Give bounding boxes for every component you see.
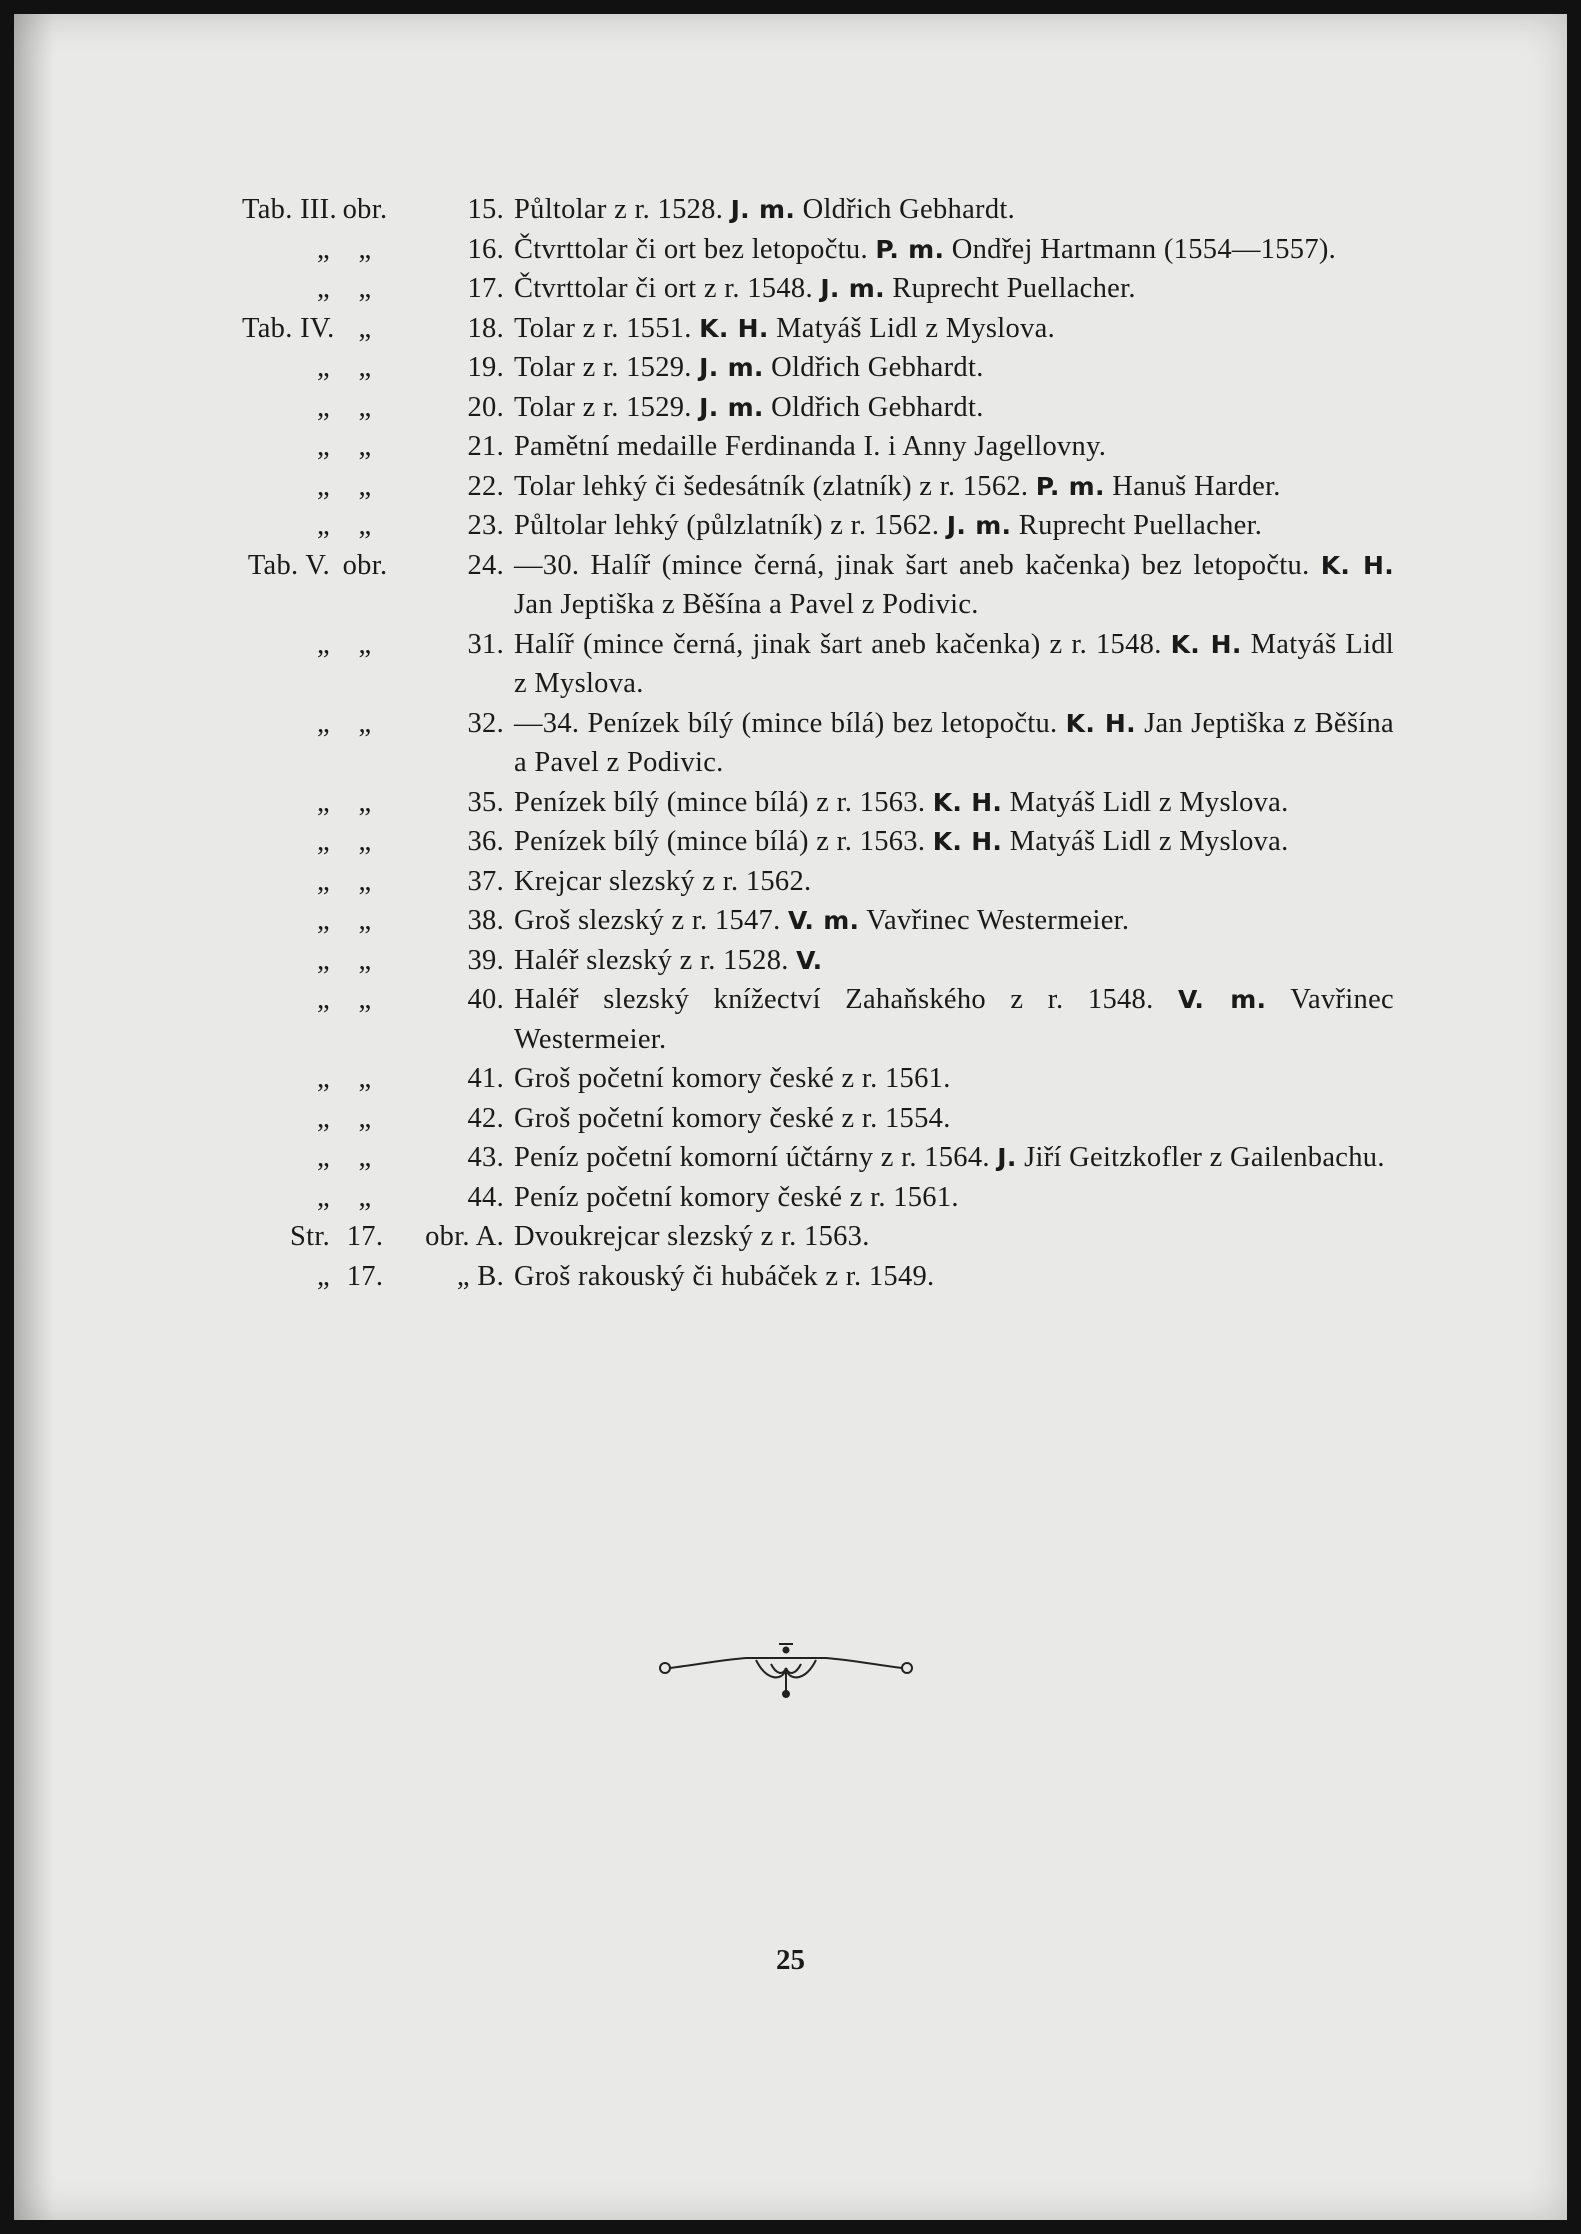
entry-description	[508, 1217, 1394, 1257]
entry-text: Krejcar slezský z r. 1562.	[514, 865, 812, 897]
entry-reference	[242, 269, 508, 309]
mintmaster-name: Matyáš Lidl z Myslova.	[1009, 786, 1289, 818]
entry-description	[508, 862, 1394, 902]
entry-text: Tolar z r. 1529.	[514, 391, 692, 423]
entry-ref-c3: obr. A.	[425, 1221, 504, 1252]
entry-ref-c3: 44.	[467, 1181, 504, 1213]
entry-text: Halíř (mince černá, jinak šart aneb kačenka) z r. 1548.	[514, 628, 1162, 660]
entry-ref-c3: 15.	[467, 194, 504, 225]
entry-ref-c2: „	[358, 1142, 372, 1173]
entry-description	[508, 230, 1394, 270]
catalog-entry	[242, 546, 1394, 625]
mintmaster-name: Matyáš Lidl z Myslova.	[514, 628, 1395, 699]
entry-ref-c2: „	[358, 786, 372, 818]
catalog-entry	[242, 862, 1394, 902]
entry-ref-c1: „	[317, 1102, 330, 1134]
mintmaster-mark: J. m.	[699, 392, 764, 422]
entry-ref-c1: „	[317, 628, 330, 660]
entry-ref-c2: „	[358, 944, 372, 976]
entry-text: Půltolar lehký (půlzlatník) z r. 1562.	[514, 510, 940, 541]
entry-ref-c2: 17.	[346, 1260, 384, 1292]
entry-ref-c3: 22.	[467, 470, 504, 502]
entry-ref-c3: 38.	[467, 905, 504, 936]
entry-reference	[242, 546, 508, 586]
mintmaster-mark: J. m.	[699, 353, 764, 382]
entry-ref-c2: „	[358, 431, 372, 462]
entry-reference	[242, 1099, 508, 1139]
entry-description	[508, 1059, 1394, 1099]
catalog-entry	[242, 427, 1394, 467]
entry-reference	[242, 190, 508, 230]
mintmaster-mark: P. m.	[1035, 471, 1105, 501]
book-page	[14, 14, 1567, 2220]
entry-description	[508, 506, 1394, 546]
mintmaster-mark: K. H.	[1320, 550, 1394, 580]
entry-ref-c2: „	[358, 1181, 372, 1213]
page-shadow	[14, 14, 54, 2220]
entry-ref-c1: „	[317, 944, 330, 976]
mintmaster-mark: K. H.	[1065, 708, 1136, 738]
catalog-entry	[242, 190, 1394, 230]
entry-ref-c3: 42.	[467, 1102, 504, 1134]
entry-ref-c1: „	[317, 352, 330, 383]
entry-ref-c3: 43.	[467, 1142, 504, 1173]
entry-text: Peníz početní komorní účtárny z r. 1564.	[514, 1142, 990, 1173]
entry-ref-c1: „	[317, 1260, 330, 1292]
entry-text: Haléř slezský knížectví Zahaňského z r. 1548.	[514, 984, 1154, 1015]
entry-text: Tolar z r. 1529.	[514, 352, 692, 383]
entry-text: Čtvrttolar či ort z r. 1548.	[514, 273, 813, 304]
entry-text: Haléř slezský z r. 1528.	[514, 944, 789, 976]
entry-description	[508, 704, 1394, 783]
entry-ref-c1: Tab. IV.	[242, 312, 335, 344]
mintmaster-name: Jiří Geitzkofler z Gailenbachu.	[1024, 1142, 1385, 1173]
mintmaster-mark: K. H.	[1170, 629, 1242, 659]
entry-ref-c2: „	[358, 984, 372, 1015]
entry-ref-c1: „	[317, 1142, 330, 1173]
entry-reference	[242, 427, 508, 467]
coin-catalog-list	[242, 190, 1394, 1296]
entry-reference	[242, 348, 508, 388]
entry-description	[508, 309, 1394, 349]
entry-reference	[242, 1178, 508, 1218]
entry-reference	[242, 309, 508, 349]
entry-ref-c2: „	[358, 470, 372, 502]
entry-ref-c1: „	[317, 1181, 330, 1213]
entry-ref-c2: „	[358, 628, 372, 660]
entry-ref-c2: „	[358, 233, 372, 265]
entry-ref-c3: 32.	[467, 707, 504, 739]
entry-text: —34. Penízek bílý (mince bílá) bez letopočtu.	[514, 707, 1058, 739]
entry-reference	[242, 1257, 508, 1297]
entry-description	[508, 941, 1394, 981]
entry-ref-c2: „	[358, 826, 372, 857]
mintmaster-mark: V. m.	[787, 906, 860, 935]
entry-reference	[242, 822, 508, 862]
catalog-entry	[242, 1217, 1394, 1257]
entry-text: Půltolar z r. 1528.	[514, 194, 724, 225]
entry-ref-c1: „	[317, 233, 330, 265]
catalog-entry	[242, 980, 1394, 1059]
entry-ref-c1: „	[317, 431, 330, 462]
entry-ref-c3: 39.	[467, 944, 504, 976]
entry-description	[508, 1257, 1394, 1297]
entry-ref-c1: „	[317, 707, 330, 739]
entry-ref-c2: „	[358, 865, 372, 897]
entry-reference	[242, 1217, 508, 1257]
catalog-entry	[242, 230, 1394, 270]
mintmaster-name: Oldřich Gebhardt.	[771, 391, 984, 423]
entry-ref-c2: 17.	[346, 1221, 384, 1252]
catalog-entry	[242, 1178, 1394, 1218]
entry-description	[508, 1138, 1394, 1178]
entry-ref-c3: 41.	[467, 1063, 504, 1094]
mintmaster-mark: K. H.	[932, 827, 1003, 856]
entry-reference	[242, 980, 508, 1020]
entry-ref-c3: „ B.	[456, 1260, 504, 1292]
entry-reference	[242, 625, 508, 665]
ornament-flourish-icon	[651, 1630, 921, 1700]
catalog-entry	[242, 941, 1394, 981]
entry-ref-c2: „	[358, 1102, 372, 1134]
entry-reference	[242, 388, 508, 428]
entry-reference	[242, 230, 508, 270]
entry-ref-c1: Str.	[289, 1221, 330, 1252]
mintmaster-name: Oldřich Gebhardt.	[771, 352, 984, 383]
entry-ref-c2: „	[358, 707, 372, 739]
entry-ref-c1: „	[317, 786, 330, 818]
mintmaster-name: Ruprecht Puellacher.	[892, 273, 1136, 304]
entry-ref-c2: obr.	[342, 549, 388, 581]
entry-text: Groš početní komory české z r. 1554.	[514, 1102, 951, 1134]
entry-ref-c1: Tab. V.	[247, 549, 330, 581]
entry-reference	[242, 506, 508, 546]
entry-ref-c2: obr.	[342, 194, 388, 225]
entry-description	[508, 901, 1394, 941]
entry-reference	[242, 941, 508, 981]
mintmaster-name: Oldřich Gebhardt.	[802, 194, 1016, 225]
entry-text: Groš početní komory české z r. 1561.	[514, 1063, 951, 1094]
entry-ref-c1: „	[317, 865, 330, 897]
entry-ref-c1: „	[317, 905, 330, 936]
entry-ref-c3: 16.	[467, 233, 504, 265]
mintmaster-name: Vavřinec Westermeier.	[514, 984, 1394, 1055]
entry-description	[508, 1178, 1394, 1218]
entry-ref-c3: 18.	[467, 312, 504, 344]
entry-description	[508, 269, 1394, 309]
mintmaster-name: Vavřinec Westermeier.	[866, 905, 1130, 936]
catalog-entry	[242, 1099, 1394, 1139]
mintmaster-mark: V. m.	[1177, 985, 1267, 1014]
page-number: 25	[776, 1944, 805, 1976]
entry-description	[508, 467, 1394, 507]
mintmaster-name: Jan Jeptiška z Běšína a Pavel z Podivic.	[514, 589, 979, 620]
entry-description	[508, 427, 1394, 467]
entry-reference	[242, 704, 508, 744]
entry-ref-c3: 37.	[467, 865, 504, 897]
catalog-entry	[242, 269, 1394, 309]
entry-ref-c3: 24.	[467, 549, 504, 581]
entry-text: Čtvrttolar či ort bez letopočtu.	[514, 233, 868, 265]
catalog-entry	[242, 901, 1394, 941]
mintmaster-mark: K. H.	[932, 787, 1003, 817]
entry-text: Dvoukrejcar slezský z r. 1563.	[514, 1221, 870, 1252]
catalog-entry	[242, 1257, 1394, 1297]
entry-text: Tolar lehký či šedesátník (zlatník) z r. 1562.	[514, 470, 1029, 502]
entry-description	[508, 822, 1394, 862]
entry-description	[508, 388, 1394, 428]
entry-text: Penízek bílý (mince bílá) z r. 1563.	[514, 786, 926, 818]
entry-ref-c1: „	[317, 1063, 330, 1094]
entry-ref-c3: 20.	[467, 391, 504, 423]
entry-ref-c3: 17.	[467, 273, 504, 304]
catalog-entry	[242, 783, 1394, 823]
entry-ref-c1: „	[317, 984, 330, 1015]
entry-description	[508, 190, 1394, 230]
entry-ref-c3: 31.	[467, 628, 504, 660]
entry-ref-c1: „	[317, 391, 330, 423]
entry-ref-c3: 35.	[467, 786, 504, 818]
entry-ref-c2: „	[358, 510, 372, 541]
catalog-entry	[242, 625, 1394, 704]
entry-ref-c2: „	[358, 312, 372, 344]
entry-text: —30. Halíř (mince černá, jinak šart aneb kačenka) bez letopočtu.	[514, 549, 1310, 581]
mintmaster-name: Matyáš Lidl z Myslova.	[1009, 826, 1289, 857]
entry-text: Peníz početní komory české z r. 1561.	[514, 1181, 959, 1213]
mintmaster-name: Jan Jeptiška z Běšína a Pavel z Podivic.	[514, 707, 1394, 778]
entry-ref-c2: „	[358, 905, 372, 936]
entry-reference	[242, 901, 508, 941]
entry-ref-c1: „	[317, 470, 330, 502]
entry-description	[508, 980, 1394, 1059]
entry-reference	[242, 1059, 508, 1099]
catalog-entry	[242, 467, 1394, 507]
catalog-entry	[242, 309, 1394, 349]
catalog-entry	[242, 1138, 1394, 1178]
entry-ref-c2: „	[358, 273, 372, 304]
catalog-entry	[242, 704, 1394, 783]
mintmaster-mark: J. m.	[730, 195, 796, 224]
entry-text: Pamětní medaille Ferdinanda I. i Anny Jagellovny.	[514, 431, 1107, 462]
catalog-entry	[242, 1059, 1394, 1099]
entry-text: Tolar z r. 1551.	[514, 312, 692, 344]
entry-ref-c1: Tab. III.	[242, 194, 337, 225]
entry-ref-c2: „	[358, 352, 372, 383]
entry-ref-c2: „	[358, 391, 372, 423]
entry-ref-c2: „	[358, 1063, 372, 1094]
entry-text: Penízek bílý (mince bílá) z r. 1563.	[514, 826, 926, 857]
entry-ref-c3: 40.	[467, 984, 504, 1015]
entry-description	[508, 546, 1394, 625]
mintmaster-mark: P. m.	[875, 234, 945, 264]
mintmaster-name: Hanuš Harder.	[1112, 470, 1281, 502]
mintmaster-mark: J. m.	[946, 511, 1012, 540]
mintmaster-mark: V.	[796, 945, 823, 975]
entry-text: Groš slezský z r. 1547.	[514, 905, 781, 936]
entry-description	[508, 625, 1394, 704]
entry-reference	[242, 1138, 508, 1178]
entry-description	[508, 348, 1394, 388]
catalog-entry	[242, 388, 1394, 428]
entry-reference	[242, 783, 508, 823]
entry-ref-c1: „	[317, 826, 330, 857]
entry-ref-c1: „	[317, 273, 330, 304]
entry-reference	[242, 862, 508, 902]
entry-reference	[242, 467, 508, 507]
entry-ref-c3: 21.	[467, 431, 504, 462]
mintmaster-mark: K. H.	[699, 313, 769, 343]
entry-ref-c1: „	[317, 510, 330, 541]
entry-description	[508, 1099, 1394, 1139]
entry-text: Groš rakouský či hubáček z r. 1549.	[514, 1260, 935, 1292]
mintmaster-name: Ruprecht Puellacher.	[1018, 510, 1263, 541]
catalog-entry	[242, 822, 1394, 862]
entry-ref-c3: 36.	[467, 826, 504, 857]
mintmaster-name: Matyáš Lidl z Myslova.	[776, 312, 1056, 344]
mintmaster-mark: J. m.	[820, 274, 885, 303]
entry-ref-c3: 23.	[467, 510, 504, 541]
mintmaster-mark: J.	[997, 1143, 1017, 1172]
catalog-entry	[242, 348, 1394, 388]
catalog-entry	[242, 506, 1394, 546]
mintmaster-name: Ondřej Hartmann (1554—1557).	[951, 233, 1337, 265]
entry-description	[508, 783, 1394, 823]
entry-ref-c3: 19.	[467, 352, 504, 383]
